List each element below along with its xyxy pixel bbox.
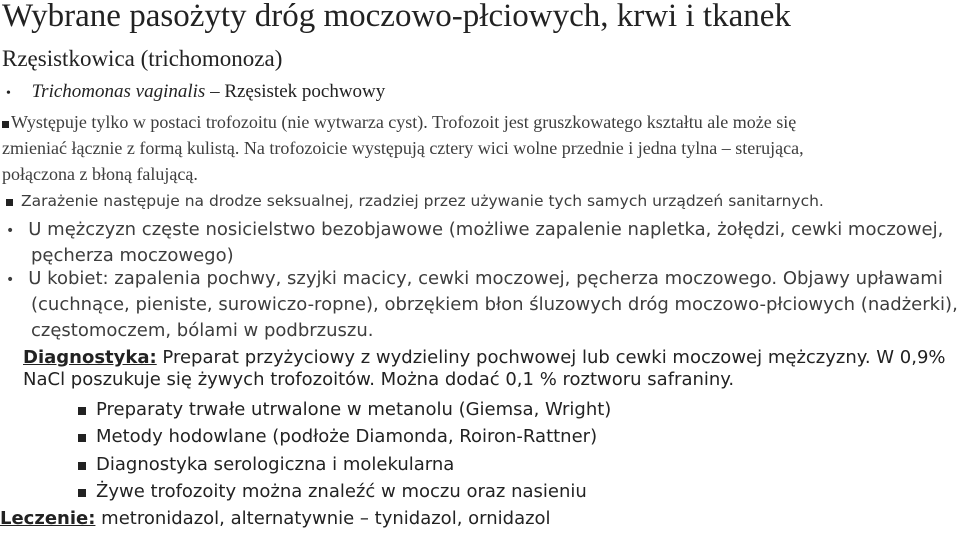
diagnostics-line-2: NaCl poszukuje się żywych trofozoitów. Można dodać 0,1 % roztworu safraniny. [23,369,735,390]
square-bullet [6,199,13,206]
species-line [6,79,385,107]
square-bullet [78,434,86,442]
square-bullet [2,121,9,128]
square-bullet [78,489,86,497]
women-line-1: • U kobiet: zapalenia pochwy, szyjki macicy, cewki moczowej, pęcherza moczowego. Objawy upławami [6,268,943,289]
section-heading: Rzęsistkowica (trichomonoza) [2,46,283,71]
men-line-1: • U mężczyzn częste nosicielstwo bezobjawowe (możliwe zapalenie napletka, żołędzi, cewki moczowej, [6,219,944,240]
description-line-3: połączona z błoną falującą. [2,164,198,184]
infection-line: Zarażenie następuje na drodze seksualnej, rzadziej przez używanie tych samych urządzeń sanitarnych. [6,188,824,214]
diagnostics-item: Metody hodowlane (podłoże Diamonda, Roiron-Rattner) [78,423,597,451]
page-title: Wybrane pasożyty dróg moczowo-płciowych, krwi i tkanek [2,0,791,34]
diagnostics-item: Diagnostyka serologiczna i molekularna [78,451,454,479]
treatment-label: Leczenie: [0,508,96,529]
diagnostics-item: Żywe trofozoity można znaleźć w moczu oraz nasieniu [78,478,587,506]
species-polish: Rzęsistek pochwowy [224,81,386,102]
men-line-2: pęcherza moczowego) [31,245,234,266]
women-line-3: częstomoczem, bólami w podbrzuszu. [31,320,374,341]
bullet-dot: • [6,272,15,288]
bullet-dot: • [6,223,15,239]
treatment-line: Leczenie: metronidazol, alternatywnie – tynidazol, ornidazol [0,508,551,529]
square-bullet [78,407,86,415]
square-bullet [78,462,86,470]
description-line-1: Występuje tylko w postaci trofozoitu (nie wytwarza cyst). Trofozoit jest gruszkowatego kształtu ale może się [2,109,796,135]
species-dash: – [210,81,220,102]
diagnostics-label: Diagnostyka: [23,347,157,368]
description-line-2: zmieniać łącznie z formą kulistą. Na trofozoicie występują cztery wici wolne przednie i jedna tylna – sterująca, [2,138,804,158]
bullet-dot: • [6,86,11,101]
diagnostics-line-1: Diagnostyka: Preparat przyżyciowy z wydzieliny pochwowej lub cewki moczowej mężczyzny. W 0,9% [23,347,946,368]
diagnostics-item: Preparaty trwałe utrwalone w metanolu (Giemsa, Wright) [78,396,611,424]
species-latin: Trichomonas vaginalis [31,81,206,102]
women-line-2: (cuchnące, pieniste, surowiczo-ropne), obrzękiem błon śluzowych dróg moczowo-płciowych (nadżerki), [31,294,958,315]
